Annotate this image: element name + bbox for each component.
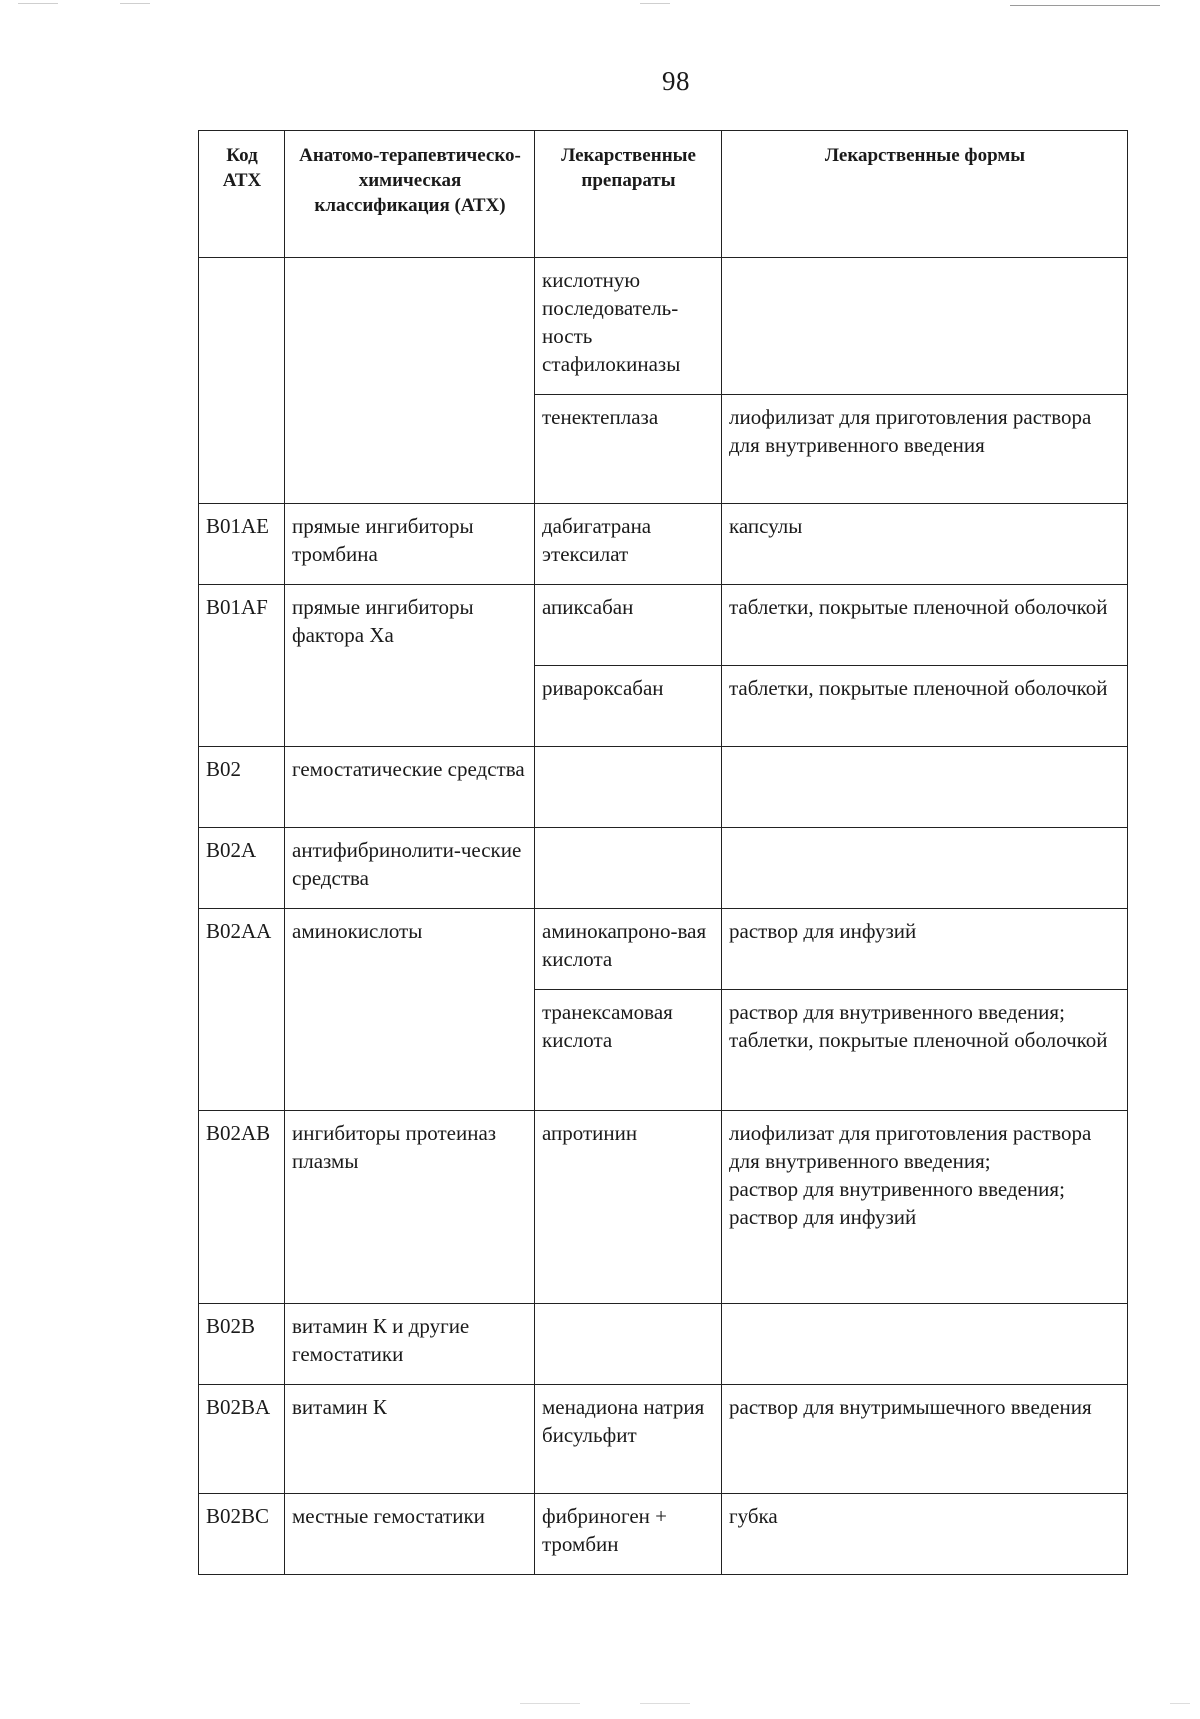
cell-drug: [535, 747, 722, 828]
cell-classification: гемостатические средства: [285, 747, 535, 828]
form-line: лиофилизат для приготовления раствора для внутривенного введения;: [729, 1121, 1092, 1173]
header-code: Код АТХ: [199, 131, 285, 258]
cell-drug: менадиона натрия бисульфит: [535, 1385, 722, 1494]
form-line: раствор для внутривенного введения;: [729, 1000, 1065, 1024]
cell-classification: местные гемостатики: [285, 1494, 535, 1575]
form-line: раствор для внутривенного введения;: [729, 1177, 1065, 1201]
atx-drug-table: [198, 130, 1128, 1575]
cell-form: капсулы: [722, 504, 1128, 585]
cell-drug: фибриноген + тромбин: [535, 1494, 722, 1575]
cell-form: раствор для инфузий: [722, 909, 1128, 990]
cell-form: [722, 258, 1128, 395]
cell-drug: [535, 828, 722, 909]
cell-drug: аминокапроно-вая кислота: [535, 909, 722, 990]
cell-drug: тенектеплаза: [535, 395, 722, 504]
table-header-row: [199, 131, 1128, 258]
cell-code: B02B: [199, 1304, 285, 1385]
cell-drug: апиксабан: [535, 585, 722, 666]
cell-classification: витамин К и другие гемостатики: [285, 1304, 535, 1385]
table-row: [199, 909, 1128, 990]
cell-form: лиофилизат для приготовления раствора для внутривенного введения: [722, 395, 1128, 504]
table-row: [199, 585, 1128, 666]
table-row: [199, 1111, 1128, 1304]
table-row: [199, 747, 1128, 828]
cell-drug: транексамовая кислота: [535, 990, 722, 1111]
cell-code: B02: [199, 747, 285, 828]
scan-bottom-marks: [0, 1701, 1200, 1707]
cell-code: B02BA: [199, 1385, 285, 1494]
table-row: [199, 1494, 1128, 1575]
cell-classification: прямые ингибиторы фактора Ха: [285, 585, 535, 747]
cell-classification: витамин К: [285, 1385, 535, 1494]
cell-classification: [285, 258, 535, 504]
page-number: 98: [662, 66, 690, 96]
cell-code: B01AF: [199, 585, 285, 747]
header-classification: Анатомо-терапевтическо-химическая классификация (АТХ): [285, 131, 535, 258]
cell-drug: ривароксабан: [535, 666, 722, 747]
cell-code: B01AE: [199, 504, 285, 585]
cell-drug: [535, 1304, 722, 1385]
header-forms: Лекарственные формы: [722, 131, 1128, 258]
table-row: [199, 828, 1128, 909]
table-row: [199, 504, 1128, 585]
cell-form: [722, 747, 1128, 828]
cell-code: [199, 258, 285, 504]
table-row: [199, 258, 1128, 395]
cell-drug: дабигатрана этексилат: [535, 504, 722, 585]
cell-form: таблетки, покрытые пленочной оболочкой: [722, 666, 1128, 747]
cell-code: B02AB: [199, 1111, 285, 1304]
cell-form: раствор для внутримышечного введения: [722, 1385, 1128, 1494]
scan-top-marks: [0, 0, 1200, 10]
header-drugs: Лекарственные препараты: [535, 131, 722, 258]
form-line: таблетки, покрытые пленочной оболочкой: [729, 1028, 1108, 1052]
cell-code: B02AA: [199, 909, 285, 1111]
table-row: [199, 1385, 1128, 1494]
cell-form: таблетки, покрытые пленочной оболочкой: [722, 585, 1128, 666]
cell-form: [722, 1111, 1128, 1304]
table-row: [199, 1304, 1128, 1385]
cell-form: [722, 1304, 1128, 1385]
cell-form: губка: [722, 1494, 1128, 1575]
cell-classification: антифибринолити-ческие средства: [285, 828, 535, 909]
form-line: раствор для инфузий: [729, 1205, 917, 1229]
cell-classification: прямые ингибиторы тромбина: [285, 504, 535, 585]
cell-drug: кислотную последователь-ность стафилокиназы: [535, 258, 722, 395]
cell-code: B02A: [199, 828, 285, 909]
cell-form: [722, 990, 1128, 1111]
cell-drug: апротинин: [535, 1111, 722, 1304]
cell-form: [722, 828, 1128, 909]
cell-classification: аминокислоты: [285, 909, 535, 1111]
cell-classification: ингибиторы протеиназ плазмы: [285, 1111, 535, 1304]
cell-code: B02BC: [199, 1494, 285, 1575]
